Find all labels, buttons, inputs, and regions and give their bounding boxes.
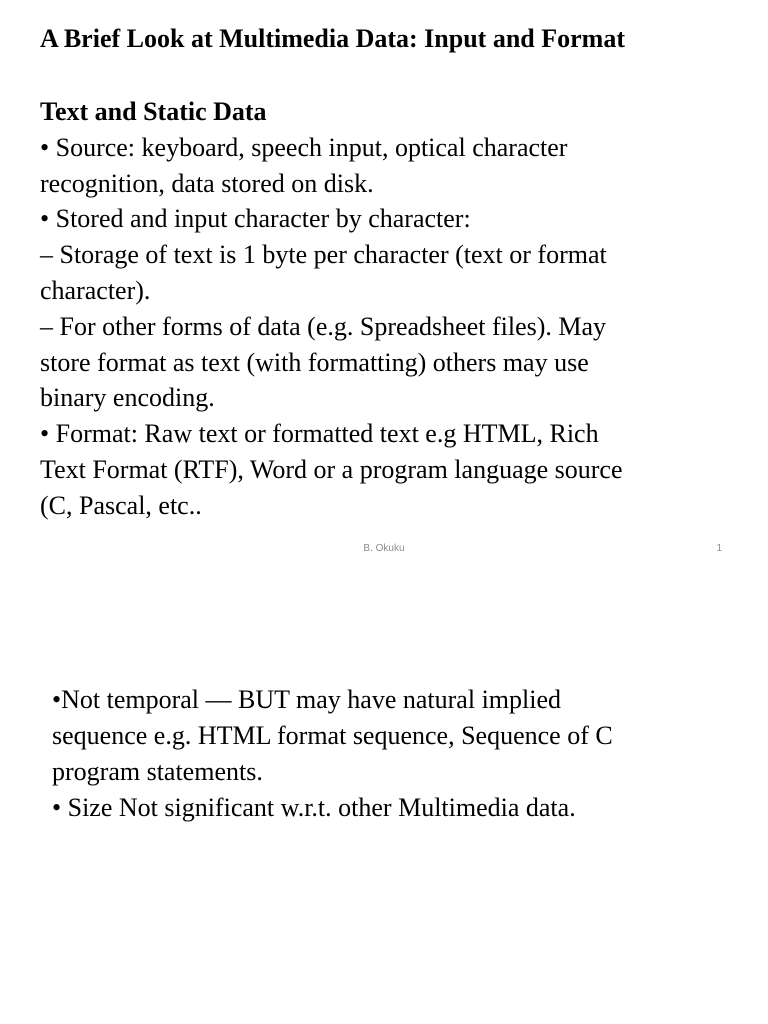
body-line: (C, Pascal, etc.. (40, 490, 202, 520)
slide-1-body (40, 94, 740, 524)
slide-2-body (52, 682, 742, 826)
body-line: Text Format (RTF), Word or a program language source (40, 454, 623, 484)
body-line: •Not temporal — BUT may have natural implied (52, 685, 562, 714)
body-line: program statements. (52, 757, 263, 786)
page-number: 1 (716, 543, 722, 554)
section-subheading: Text and Static Data (40, 97, 267, 126)
body-line: • Source: keyboard, speech input, optical character (40, 132, 568, 162)
body-line: • Format: Raw text or formatted text e.g HTML, Rich (40, 419, 599, 449)
body-line: recognition, data stored on disk. (40, 168, 374, 198)
slide-2 (0, 568, 768, 1024)
body-line: – Storage of text is 1 byte per character (text or format (40, 240, 607, 270)
footer-author: B. Okuku (363, 543, 405, 554)
slide-title: A Brief Look at Multimedia Data: Input and Format (40, 24, 625, 53)
body-line: binary encoding. (40, 383, 215, 413)
body-line: sequence e.g. HTML format sequence, Sequence of C (52, 721, 613, 750)
body-line: – For other forms of data (e.g. Spreadsheet files). May (40, 311, 607, 341)
body-line: character). (40, 275, 151, 305)
body-line: • Stored and input character by character: (40, 204, 471, 234)
body-line: store format as text (with formatting) others may use (40, 347, 589, 377)
body-line: • Size Not significant w.r.t. other Multimedia data. (52, 793, 576, 822)
